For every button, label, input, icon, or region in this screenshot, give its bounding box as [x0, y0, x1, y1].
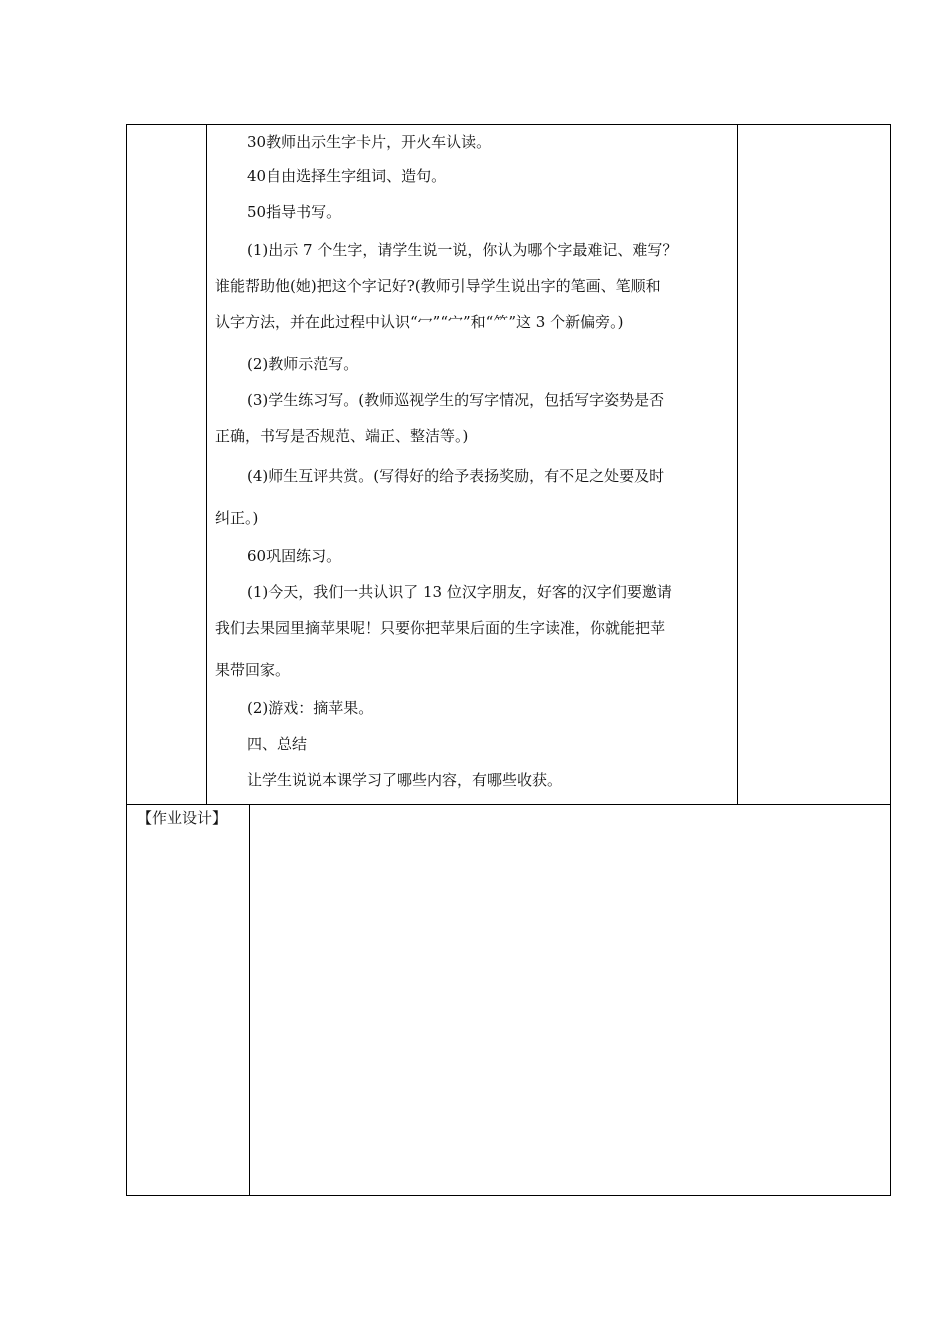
step-6-1-line-1: (1)今天，我们一共认识了 13 位汉字朋友，好客的汉字们要邀请 [247, 583, 672, 601]
table-right-border [890, 124, 891, 1196]
upper-column-divider-left [206, 124, 207, 805]
step-5-text: 50指导书写。 [247, 203, 342, 221]
table-left-border [126, 124, 127, 1196]
step-5-1-line-1: (1)出示 7 个生字，请学生说一说，你认为哪个字最难记、难写？ [247, 241, 678, 259]
step-6-1-line-3: 果带回家。 [215, 661, 291, 679]
step-5-2-text: (2)教师示范写。 [247, 355, 359, 373]
homework-content-cell [251, 806, 889, 1194]
table-bottom-border [126, 1195, 891, 1196]
summary-heading: 四、总结 [247, 735, 308, 753]
table-middle-border [126, 804, 891, 805]
step-6-1-line-2: 我们去果园里摘苹果呢！只要你把苹果后面的生字读准，你就能把苹 [215, 619, 666, 637]
table-top-border [126, 124, 891, 125]
step-4-text: 40自由选择生字组词、造句。 [247, 167, 447, 185]
lower-column-divider [249, 804, 250, 1196]
step-5-3-line-1: (3)学生练习写。(教师巡视学生的写字情况，包括写字姿势是否 [247, 391, 665, 409]
step-3-text: 30教师出示生字卡片，开火车认读。 [247, 133, 492, 151]
step-5-4-paragraph [215, 462, 733, 532]
step-6-1-paragraph [215, 578, 733, 684]
step-5-1-paragraph [215, 236, 733, 336]
upper-column-divider-right [737, 124, 738, 805]
step-5-1-line-3: 认字方法，并在此过程中认识“冖”“宀”和“⺮”这 3 个新偏旁。) [215, 313, 624, 331]
step-5-3-paragraph [215, 386, 733, 450]
step-5-4-line-1: (4)师生互评共赏。(写得好的给予表扬奖励，有不足之处要及时 [247, 467, 665, 485]
summary-text: 让学生说说本课学习了哪些内容，有哪些收获。 [247, 771, 563, 789]
step-5-3-line-2: 正确，书写是否规范、端正、整洁等。) [215, 427, 469, 445]
homework-label: 【作业设计】 [137, 809, 228, 827]
step-5-4-line-2: 纠正。) [215, 509, 259, 527]
step-6-text: 60巩固练习。 [247, 547, 342, 565]
step-6-2-text: (2)游戏：摘苹果。 [247, 699, 374, 717]
step-5-1-line-2: 谁能帮助他(她)把这个字记好?(教师引导学生说出字的笔画、笔顺和 [215, 277, 661, 295]
